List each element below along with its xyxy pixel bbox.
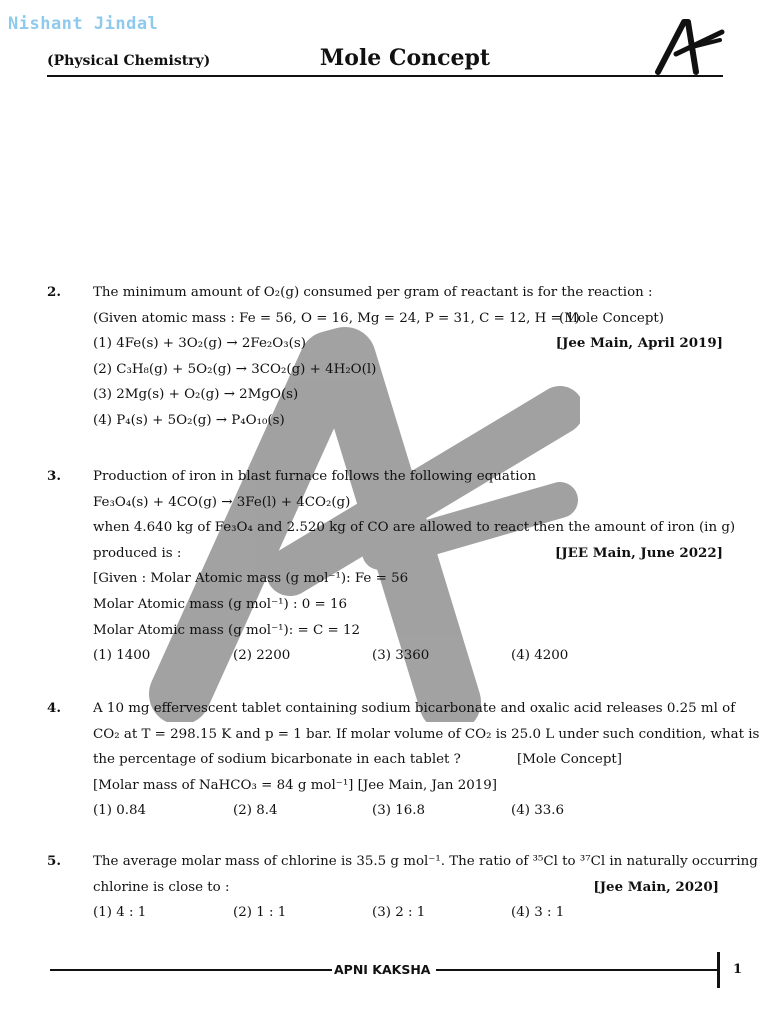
question-text: when 4.640 kg of Fe₃O₄ and 2.520 kg of CO are allowed to react then the amount of iron (in g) — [93, 520, 736, 536]
option-2: (2) 8.4 — [233, 803, 278, 819]
option-2: (2) 1 : 1 — [233, 905, 287, 921]
given-data: (Given atomic mass : Fe = 56, O = 16, Mg = 24, P = 31, C = 12, H = 1) — [93, 310, 580, 326]
question-line — [93, 331, 723, 357]
option-3: (3) 2 : 1 — [372, 905, 426, 921]
options-row — [93, 798, 723, 824]
given-data: Molar Atomic mass (g mol⁻¹): = C = 12 — [93, 622, 361, 638]
option-3: (3) 3360 — [372, 648, 430, 664]
given-data: [Molar mass of NaHCO₃ = 84 g mol⁻¹] [Jee Main, Jan 2019] — [93, 777, 498, 793]
option-3: (3) 16.8 — [372, 803, 426, 819]
given-data: [Given : Molar Atomic mass (g mol⁻¹): Fe = 56 — [93, 571, 409, 587]
option-4: (4) 4200 — [511, 648, 569, 664]
option-3: (3) 2Mg(s) + O₂(g) → 2MgO(s) — [93, 387, 299, 403]
question-number: 3. — [47, 468, 61, 484]
footer-line-right — [436, 969, 718, 971]
question-line — [93, 541, 723, 567]
exam-tag: [Jee Main, 2020] — [593, 878, 719, 895]
page-number: 1 — [733, 962, 743, 977]
footer-line-left — [50, 969, 332, 971]
question-line — [93, 875, 723, 901]
option-4: (4) P₄(s) + 5O₂(g) → P₄O₁₀(s) — [93, 412, 285, 428]
exam-tag: [Jee Main, April 2019] — [555, 335, 723, 352]
header-divider — [47, 75, 723, 77]
option-1: (1) 0.84 — [93, 803, 147, 819]
question-number: 5. — [47, 853, 61, 869]
given-data: Molar Atomic mass (g mol⁻¹) : 0 = 16 — [93, 596, 348, 612]
question-text: Production of iron in blast furnace follows the following equation — [93, 469, 537, 484]
question-text: CO₂ at T = 298.15 K and p = 1 bar. If molar volume of CO₂ is 25.0 L under such condition, what is — [93, 726, 760, 742]
option-1: (1) 4Fe(s) + 3O₂(g) → 2Fe₂O₃(s) — [93, 336, 306, 352]
exam-tag: [JEE Main, June 2022] — [555, 544, 723, 561]
apni-kaksha-logo-icon — [650, 18, 726, 76]
options-row — [93, 900, 723, 926]
topic-tag: (Mole Concept) — [559, 310, 664, 326]
question-text: produced is : — [93, 545, 182, 561]
subject-label: (Physical Chemistry) — [47, 53, 211, 69]
footer-divider — [717, 952, 720, 988]
question-line — [93, 747, 723, 773]
author-name: Nishant Jindal — [8, 14, 159, 34]
option-2: (2) C₃H₈(g) + 5O₂(g) → 3CO₂(g) + 4H₂O(l) — [93, 361, 377, 377]
question-text: the percentage of sodium bicarbonate in each tablet ? — [93, 752, 461, 768]
question-text: The average molar mass of chlorine is 35.5 g mol⁻¹. The ratio of ³⁵Cl to ³⁷Cl in naturally occurring — [93, 854, 758, 869]
equation: Fe₃O₄(s) + 4CO(g) → 3Fe(l) + 4CO₂(g) — [93, 494, 351, 510]
question-text: A 10 mg effervescent tablet containing sodium bicarbonate and oxalic acid releases 0.25 ml of — [93, 701, 736, 716]
option-4: (4) 33.6 — [511, 803, 565, 819]
question-line — [93, 306, 723, 332]
page-title: Mole Concept — [319, 45, 491, 71]
options-row — [93, 643, 723, 669]
option-1: (1) 4 : 1 — [93, 905, 147, 921]
question-text: chlorine is close to : — [93, 879, 230, 895]
question-text: The minimum amount of O₂(g) consumed per gram of reactant is for the reaction : — [93, 285, 653, 300]
option-2: (2) 2200 — [233, 648, 291, 664]
topic-tag: [Mole Concept] — [517, 752, 622, 768]
option-4: (4) 3 : 1 — [511, 905, 565, 921]
option-1: (1) 1400 — [93, 648, 151, 664]
question-number: 4. — [47, 700, 61, 716]
question-number: 2. — [47, 284, 61, 300]
footer-brand: APNI KAKSHA — [334, 962, 431, 977]
